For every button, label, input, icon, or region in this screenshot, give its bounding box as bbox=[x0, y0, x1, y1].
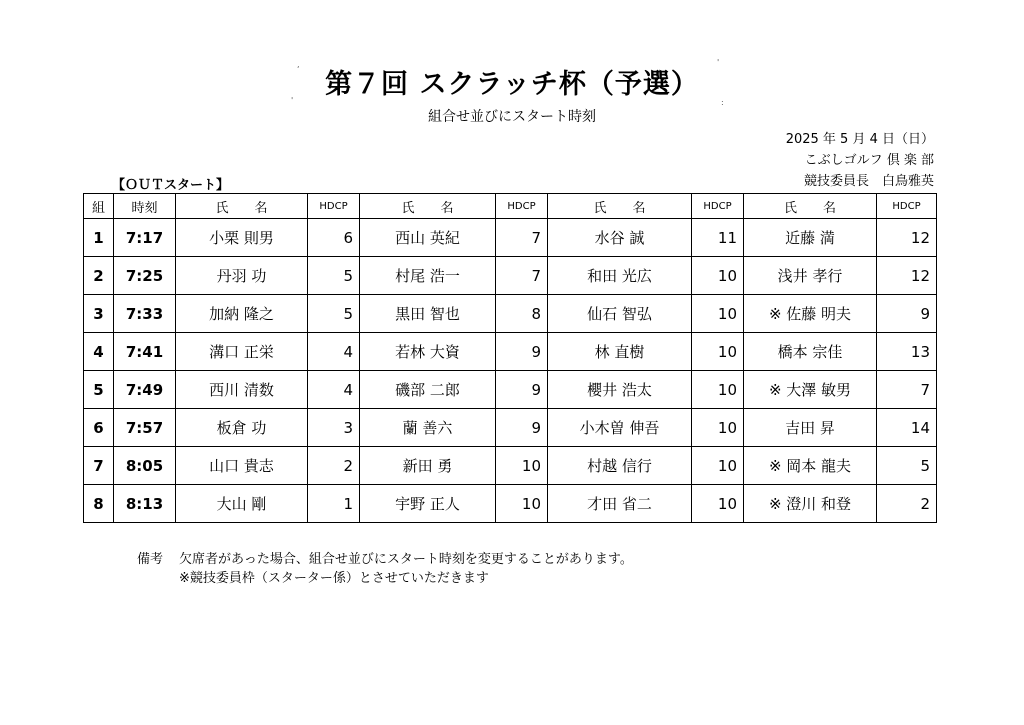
player-name: 才田 省二 bbox=[548, 485, 692, 523]
player-name: 和田 光広 bbox=[548, 257, 692, 295]
notes bbox=[137, 550, 633, 588]
start-time: 7:41 bbox=[114, 333, 176, 371]
player-hdcp: 5 bbox=[308, 295, 360, 333]
col-header-hdcp: HDCP bbox=[692, 194, 744, 219]
player-hdcp: 3 bbox=[308, 409, 360, 447]
player-hdcp: 10 bbox=[692, 485, 744, 523]
player-hdcp: 10 bbox=[692, 333, 744, 371]
player-name: 若林 大資 bbox=[360, 333, 496, 371]
player-name: 磯部 二郎 bbox=[360, 371, 496, 409]
table-row bbox=[84, 295, 937, 333]
player-hdcp: 4 bbox=[308, 371, 360, 409]
table-row bbox=[84, 447, 937, 485]
player-name: 村尾 浩一 bbox=[360, 257, 496, 295]
player-hdcp: 10 bbox=[692, 257, 744, 295]
player-hdcp: 5 bbox=[877, 447, 937, 485]
player-name: 丹羽 功 bbox=[176, 257, 308, 295]
player-hdcp: 12 bbox=[877, 219, 937, 257]
player-hdcp: 10 bbox=[692, 295, 744, 333]
page-title: 第７回 スクラッチ杯（予選） bbox=[325, 69, 699, 100]
group-number: 7 bbox=[84, 447, 114, 485]
player-hdcp: 12 bbox=[877, 257, 937, 295]
player-name: 蘭 善六 bbox=[360, 409, 496, 447]
player-name: 櫻井 浩太 bbox=[548, 371, 692, 409]
start-time: 7:33 bbox=[114, 295, 176, 333]
player-name: 仙石 智弘 bbox=[548, 295, 692, 333]
col-header-group: 組 bbox=[84, 194, 114, 219]
player-name: 西山 英紀 bbox=[360, 219, 496, 257]
player-name: 板倉 功 bbox=[176, 409, 308, 447]
start-time: 7:49 bbox=[114, 371, 176, 409]
player-hdcp: 7 bbox=[496, 219, 548, 257]
col-header-hdcp: HDCP bbox=[877, 194, 937, 219]
player-hdcp: 2 bbox=[308, 447, 360, 485]
start-time: 8:05 bbox=[114, 447, 176, 485]
player-hdcp: 13 bbox=[877, 333, 937, 371]
table-row bbox=[84, 485, 937, 523]
table-row bbox=[84, 333, 937, 371]
player-hdcp: 2 bbox=[877, 485, 937, 523]
committee-chair: 競技委員長 白鳥雅英 bbox=[803, 174, 934, 189]
start-time: 7:17 bbox=[114, 219, 176, 257]
notes-label: 備考 bbox=[137, 552, 164, 567]
player-hdcp: 7 bbox=[877, 371, 937, 409]
player-name: 小栗 則男 bbox=[176, 219, 308, 257]
player-name: ※ 大澤 敏男 bbox=[744, 371, 877, 409]
player-hdcp: 10 bbox=[496, 447, 548, 485]
event-date: 2025 年 5 月 4 日（日） bbox=[785, 132, 934, 147]
group-number: 3 bbox=[84, 295, 114, 333]
player-hdcp: 10 bbox=[692, 371, 744, 409]
player-hdcp: 10 bbox=[692, 447, 744, 485]
page-subtitle: 組合せ並びにスタート時刻 bbox=[428, 109, 596, 125]
player-name: 加納 隆之 bbox=[176, 295, 308, 333]
col-header-hdcp: HDCP bbox=[496, 194, 548, 219]
notes-line-2: ※競技委員枠（スターター係）とさせていただきます bbox=[179, 571, 489, 586]
club-name: こぶしゴルフ 倶 楽 部 bbox=[804, 153, 934, 168]
player-hdcp: 9 bbox=[496, 333, 548, 371]
table-row bbox=[84, 371, 937, 409]
player-name: 吉田 昇 bbox=[744, 409, 877, 447]
pairings-table bbox=[83, 193, 937, 523]
player-hdcp: 10 bbox=[692, 409, 744, 447]
scan-mark: ' bbox=[291, 96, 294, 105]
player-name: 西川 清数 bbox=[176, 371, 308, 409]
group-number: 6 bbox=[84, 409, 114, 447]
group-number: 4 bbox=[84, 333, 114, 371]
player-name: ※ 佐藤 明夫 bbox=[744, 295, 877, 333]
col-header-hdcp: HDCP bbox=[308, 194, 360, 219]
player-hdcp: 8 bbox=[496, 295, 548, 333]
player-hdcp: 10 bbox=[496, 485, 548, 523]
notes-line-1: 欠席者があった場合、組合せ並びにスタート時刻を変更することがあります。 bbox=[179, 552, 633, 567]
player-name: 近藤 満 bbox=[744, 219, 877, 257]
player-name: 大山 剛 bbox=[176, 485, 308, 523]
player-name: 村越 信行 bbox=[548, 447, 692, 485]
player-hdcp: 5 bbox=[308, 257, 360, 295]
player-name: 小木曽 伸吾 bbox=[548, 409, 692, 447]
player-name: 黒田 智也 bbox=[360, 295, 496, 333]
group-number: 8 bbox=[84, 485, 114, 523]
player-hdcp: 9 bbox=[496, 371, 548, 409]
player-name: 宇野 正人 bbox=[360, 485, 496, 523]
player-name: 水谷 誠 bbox=[548, 219, 692, 257]
player-hdcp: 11 bbox=[692, 219, 744, 257]
table-row bbox=[84, 219, 937, 257]
player-name: 林 直樹 bbox=[548, 333, 692, 371]
player-hdcp: 9 bbox=[496, 409, 548, 447]
player-name: 山口 貴志 bbox=[176, 447, 308, 485]
col-header-name: 氏 名 bbox=[744, 194, 877, 219]
player-hdcp: 7 bbox=[496, 257, 548, 295]
group-number: 2 bbox=[84, 257, 114, 295]
start-course-label: 【ＯＵＴスタート】 bbox=[112, 178, 230, 193]
player-name: 溝口 正栄 bbox=[176, 333, 308, 371]
table-row bbox=[84, 257, 937, 295]
start-time: 8:13 bbox=[114, 485, 176, 523]
group-number: 1 bbox=[84, 219, 114, 257]
col-header-name: 氏 名 bbox=[548, 194, 692, 219]
player-hdcp: 6 bbox=[308, 219, 360, 257]
player-name: ※ 澄川 和登 bbox=[744, 485, 877, 523]
player-hdcp: 9 bbox=[877, 295, 937, 333]
start-time: 7:57 bbox=[114, 409, 176, 447]
scan-mark: : bbox=[721, 98, 724, 107]
group-number: 5 bbox=[84, 371, 114, 409]
player-hdcp: 4 bbox=[308, 333, 360, 371]
player-hdcp: 14 bbox=[877, 409, 937, 447]
col-header-time: 時刻 bbox=[114, 194, 176, 219]
player-name: 浅井 孝行 bbox=[744, 257, 877, 295]
scan-mark: ' bbox=[717, 58, 720, 67]
table-row bbox=[84, 409, 937, 447]
col-header-name: 氏 名 bbox=[360, 194, 496, 219]
player-name: 橋本 宗佳 bbox=[744, 333, 877, 371]
header-info bbox=[786, 129, 934, 192]
scan-mark: , bbox=[297, 60, 300, 69]
player-name: ※ 岡本 龍夫 bbox=[744, 447, 877, 485]
table-header-row bbox=[84, 194, 937, 219]
player-hdcp: 1 bbox=[308, 485, 360, 523]
col-header-name: 氏 名 bbox=[176, 194, 308, 219]
start-time: 7:25 bbox=[114, 257, 176, 295]
player-name: 新田 勇 bbox=[360, 447, 496, 485]
